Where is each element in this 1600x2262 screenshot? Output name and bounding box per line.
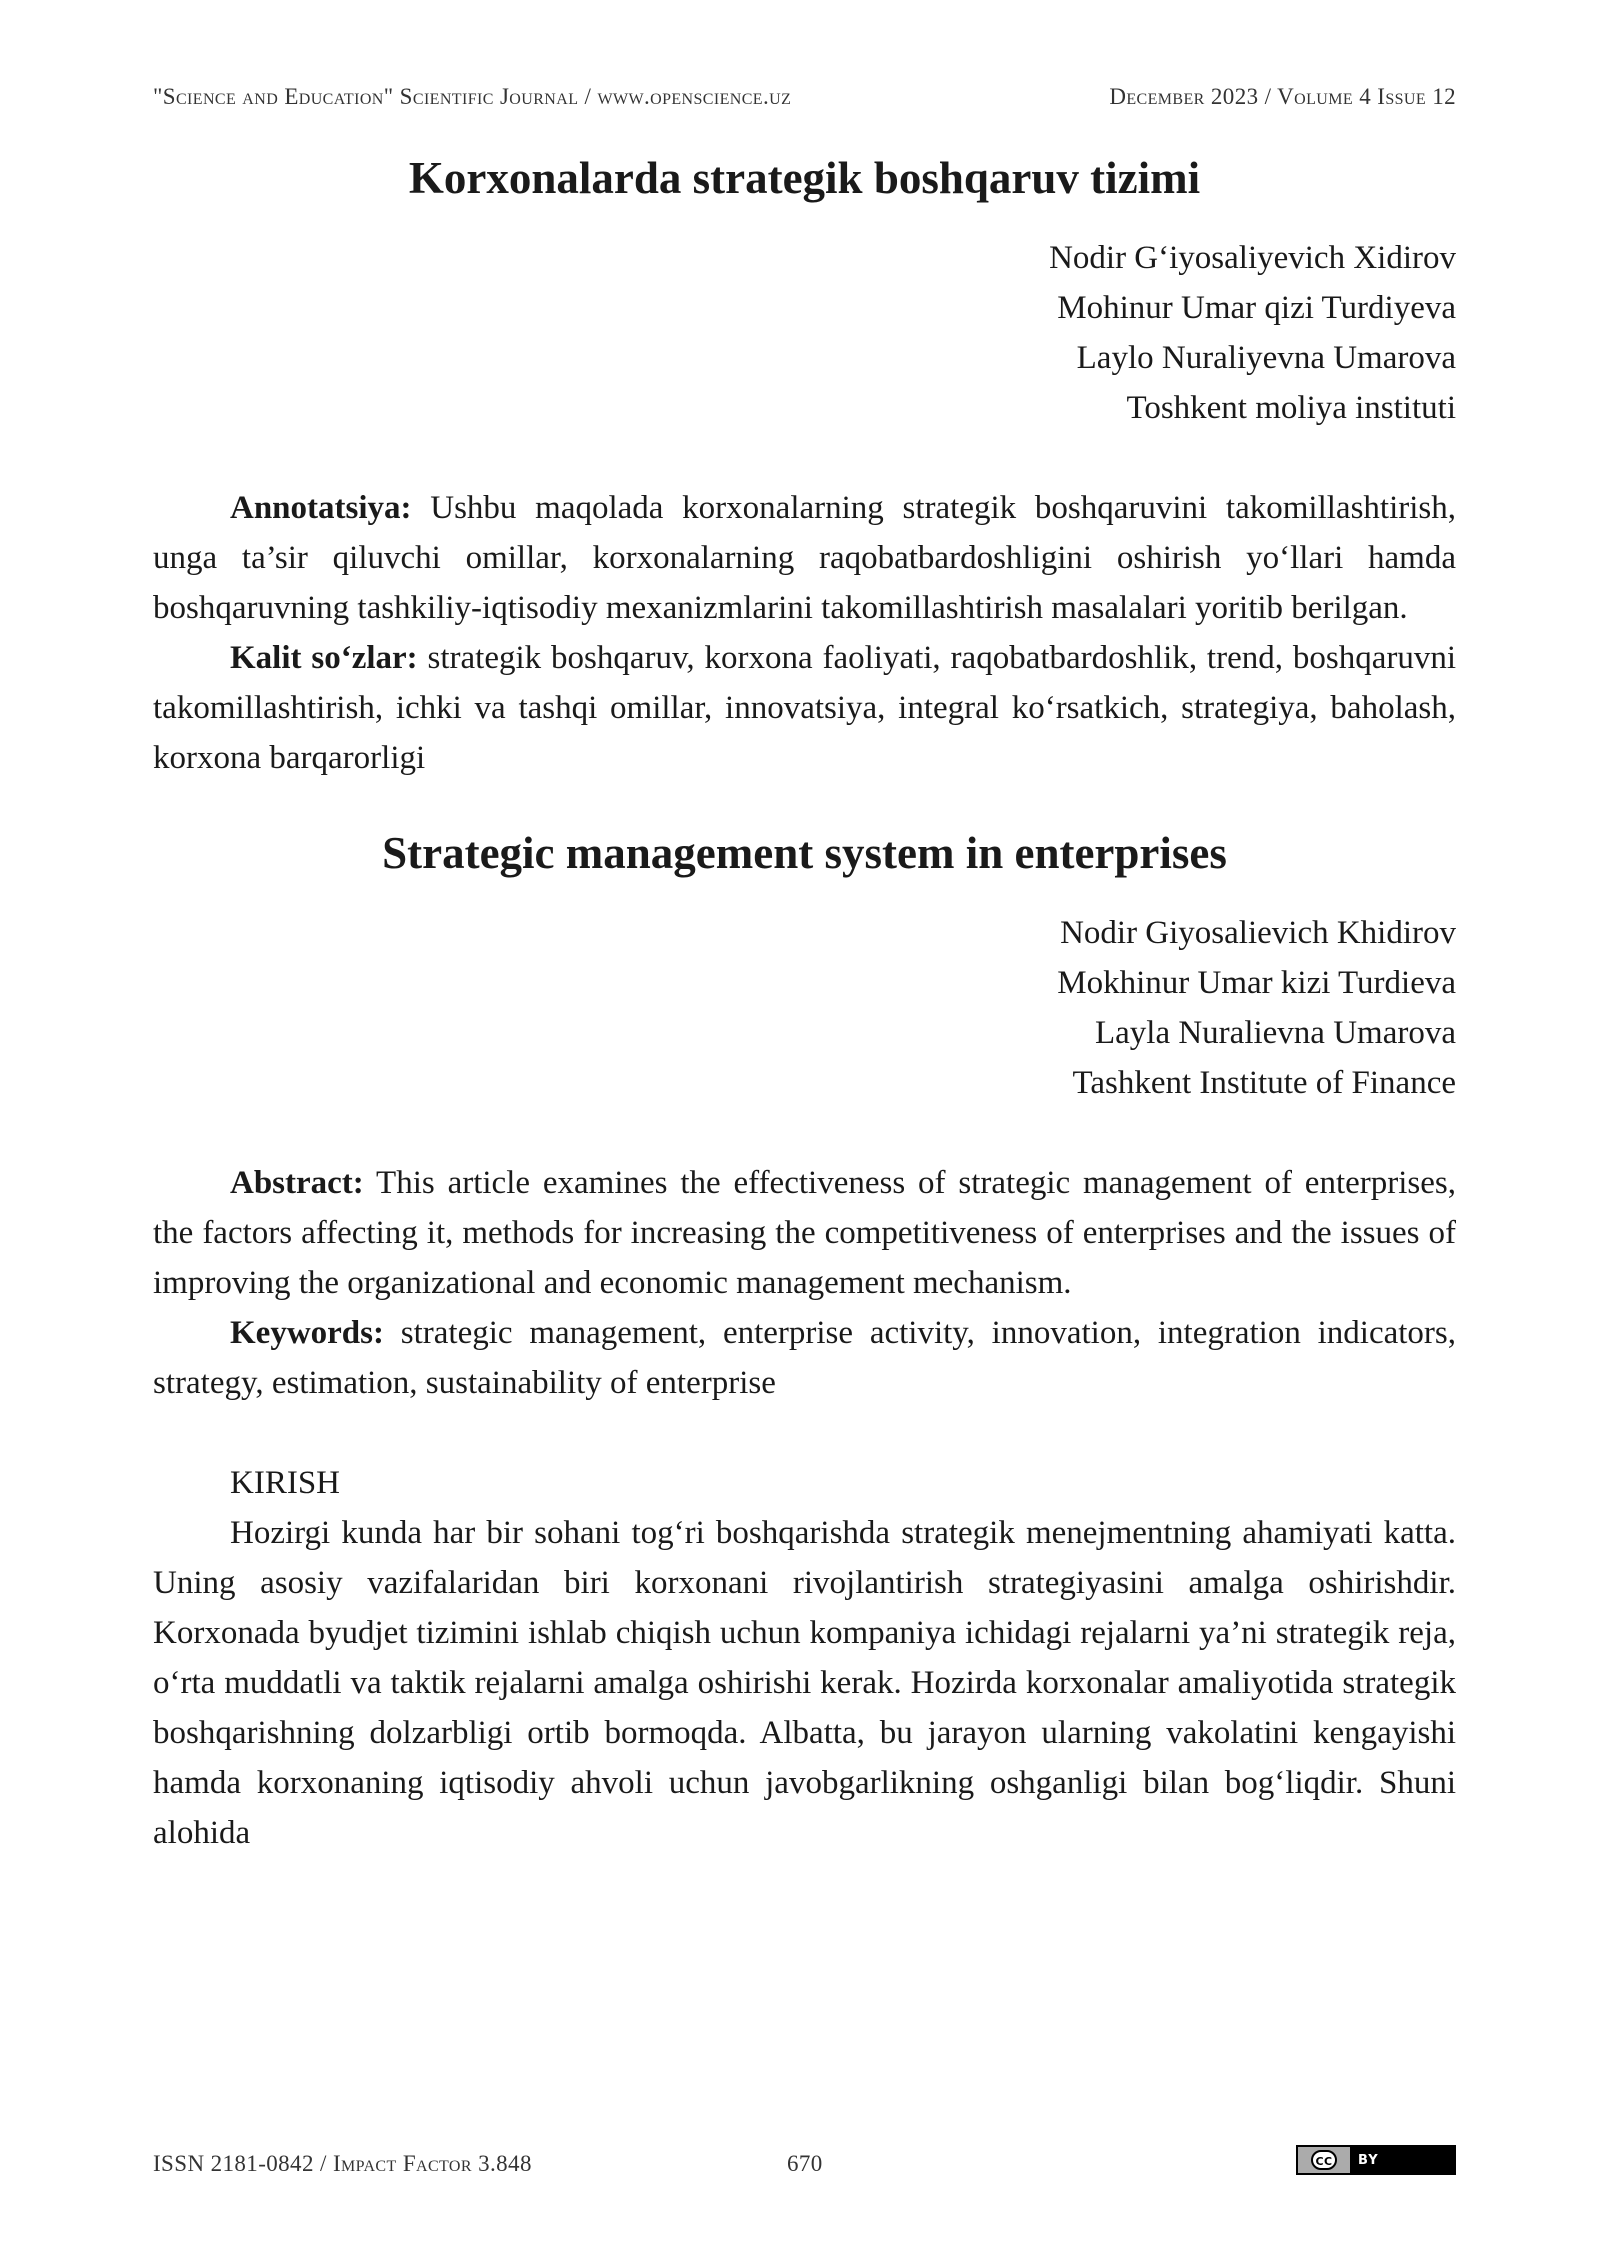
authors-uz — [153, 233, 1456, 433]
keywords-text-en: strategic management, enterprise activity, innovation, integration indicators, strategy, estimation, sustainability of enterprise — [153, 1315, 1456, 1401]
issn-impact: ISSN 2181-0842 / Impact Factor 3.848 — [153, 2151, 532, 2176]
running-header — [153, 84, 1456, 124]
abstract-uz — [153, 483, 1456, 633]
author-line: Laylo Nuraliyevna Umarova — [1076, 340, 1456, 376]
abstract-text-en: This article examines the effectiveness of strategic management of enterprises, the factors affecting it, methods for increasing the competitiveness of enterprises and the issues of improving the organizational and economic management mechanism. — [153, 1165, 1456, 1301]
author-line: Mokhinur Umar kizi Turdieva — [1057, 965, 1456, 1001]
body-paragraph: Hozirgi kunda har bir sohani tog‘ri boshqarishda strategik menejmentning ahamiyati katta. Uning asosiy vazifalaridan biri korxonani rivojlantirish strategiyasini amalga oshirishdir. Korxonada byudjet tizimini ishlab chiqish uchun kompaniya ichidagi rejalarni ya’ni strategik reja, o‘rta muddatli va taktik rejalarni amalga oshirishi kerak. Hozirda korxonalar amaliyotida strategik boshqarishning dolzarbligi ortib bormoqda. Albatta, bu jarayon ularning vakolatini kengayishi hamda korxonaning iqtisodiy ahvoli uchun javobgarlikning oshganligi bilan bog‘liqdir. Shuni alohida — [153, 1515, 1456, 1851]
author-line: Nodir Giyosalievich Khidirov — [1060, 915, 1456, 951]
affiliation-line: Toshkent moliya instituti — [1126, 390, 1456, 426]
cc-license-badge[interactable] — [1296, 2145, 1456, 2175]
article-content — [153, 148, 1456, 1858]
abstract-text-uz: Ushbu maqolada korxonalarning strategik boshqaruvini takomillashtirish, unga ta’sir qiluvchi omillar, korxonalarning raqobatbardoshligini oshirish yo‘llari hamda boshqaruvning tashkiliy-iqtisodiy mexanizmlarini takomillashtirish masalalari yoritib berilgan. — [153, 490, 1456, 626]
abstract-label-uz: Annotatsiya: — [230, 490, 412, 526]
issue-info: December 2023 / Volume 4 Issue 12 — [1109, 84, 1456, 109]
title-en: Strategic management system in enterprises — [382, 828, 1227, 878]
keywords-text-uz: strategik boshqaruv, korxona faoliyati, raqobatbardoshlik, trend, boshqaruvni takomillashtirish, ichki va tashqi omillar, innovatsiya, integral ko‘rsatkich, strategiya, baholash, korxona barqarorligi — [153, 640, 1457, 776]
page-number: 670 — [787, 2151, 823, 2176]
section-heading: KIRISH — [230, 1465, 341, 1501]
author-line: Nodir G‘iyosaliyevich Xidirov — [1049, 240, 1456, 276]
by-label: BY — [1358, 2152, 1379, 2168]
author-line: Layla Nuralievna Umarova — [1094, 1015, 1456, 1051]
author-line: Mohinur Umar qizi Turdiyeva — [1057, 290, 1456, 326]
journal-name: "Science and Education" Scientific Journal / www.openscience.uz — [153, 84, 792, 109]
keywords-label-en: Keywords: — [230, 1315, 384, 1351]
abstract-en — [153, 1158, 1456, 1308]
cc-icon: cc — [1298, 2147, 1350, 2173]
abstract-label-en: Abstract: — [230, 1165, 364, 1201]
title-uz: Korxonalarda strategik boshqaruv tizimi — [408, 153, 1201, 203]
keywords-uz — [153, 633, 1456, 783]
authors-en — [153, 908, 1456, 1108]
affiliation-line: Tashkent Institute of Finance — [1072, 1065, 1456, 1101]
keywords-label-uz: Kalit so‘zlar: — [230, 640, 418, 676]
keywords-en — [153, 1308, 1456, 1408]
page-footer — [153, 2151, 1456, 2191]
